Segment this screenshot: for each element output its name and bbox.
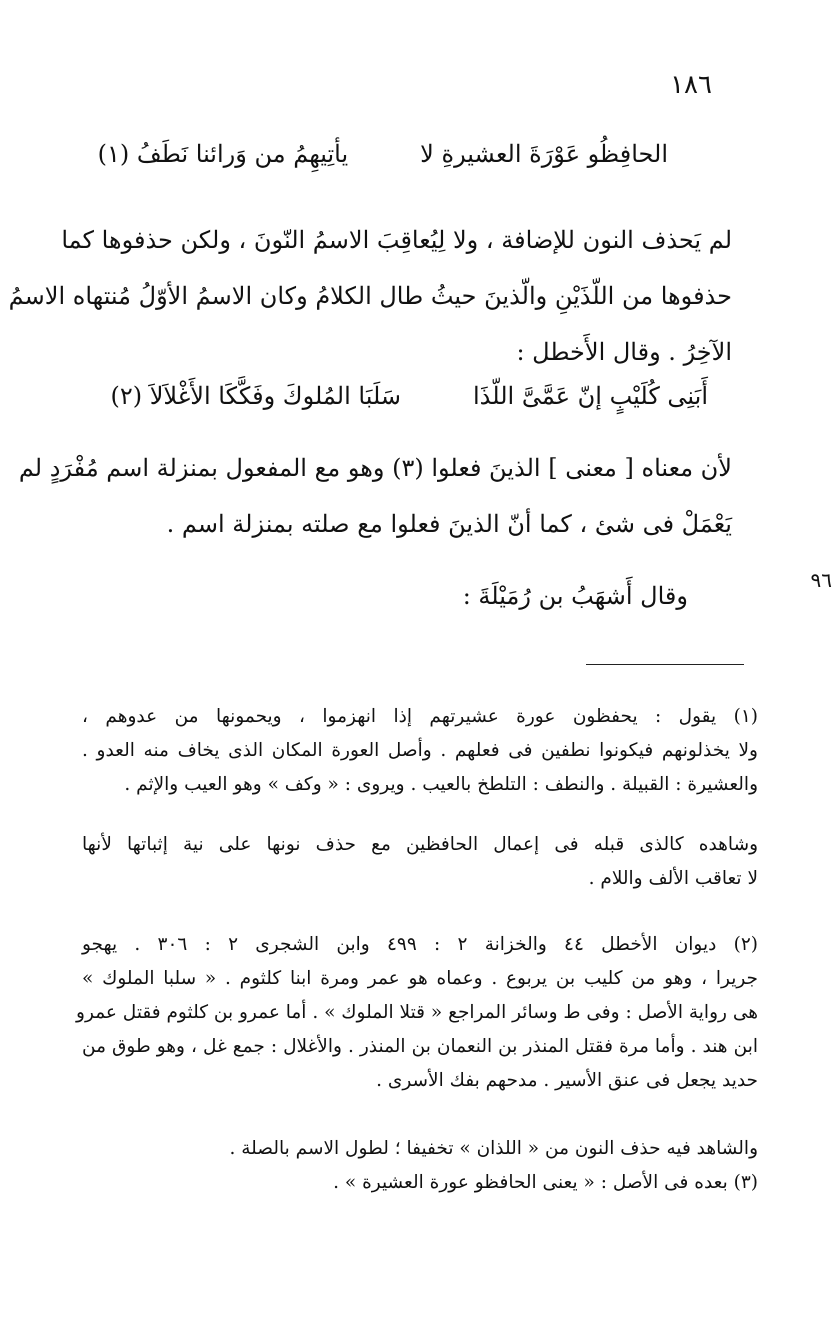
- verse-2-second-hemistich: سَلَبَا المُلوكَ وفَكَّكَا الأَغْلاَلاَ (٢): [110, 382, 402, 410]
- footnote-separator: [586, 664, 744, 665]
- footnote-line: لا تعاقب الألف واللام .: [588, 868, 758, 889]
- verse-2-first-hemistich: أَبَنِى كُلَيْبٍ إنّ عَمَّىَّ اللّذَا: [473, 382, 708, 410]
- verse-1-second-hemistich: يأتِيهِمُ من وَرائنا نَطَفُ (١): [97, 140, 349, 168]
- footnote-2-commentary-and-footnote-3: [82, 1132, 758, 1200]
- paragraph-line: يَعْمَلْ فى شئ ، كما أنّ الذينَ فعلوا مع صلته بمنزلة اسم .: [166, 510, 732, 538]
- verse-1-first-hemistich: الحافِظُو عَوْرَةَ العشيرةِ لا: [420, 140, 668, 168]
- footnote-1: [82, 700, 758, 802]
- footnote-line: ولا يخذلونهم فيكونوا نطفين فى فعلهم . وأصل العورة المكان الذى يخاف منه العدو .: [82, 740, 758, 761]
- paragraph-2: [18, 440, 732, 552]
- footnote-line: والعشيرة : القبيلة . والنطف : التلطخ بالعيب . ويروى : « وكف » وهو العيب والإثم .: [124, 774, 758, 795]
- footnote-line: وشاهده كالذى قبله فى إعمال الحافظين مع حذف نونها على نية إثباتها لأنها: [82, 834, 758, 855]
- footnote-line: (١) يقول : يحفظون عورة عشيرتهم إذا انهزموا ، ويحمونها من عدوهم ،: [82, 706, 758, 727]
- paragraph-line: الآخِرُ . وقال الأَخطل :: [516, 338, 732, 366]
- page-number: ١٨٦: [670, 70, 712, 100]
- paragraph-line: لم يَحذف النون للإضافة ، ولا لِيُعاقِبَ الاسمُ النّونَ ، ولكن حذفوها كما: [61, 226, 732, 254]
- paragraph-line: حذفوها من اللّذَيْنِ والّذينَ حيثُ طال الكلامُ وكان الاسمُ الأوّلُ مُنتهاه الاسمُ: [8, 282, 732, 310]
- footnote-line: ابن هند . وأما مرة فقتل المنذر بن النعمان بن المنذر . والأغلال : جمع غل ، وهو طوق من: [82, 1036, 758, 1057]
- footnote-line: هى رواية الأصل : وفى ط وسائر المراجع « قتلا الملوك » . أما عمرو بن كلثوم فقتل عمرو: [76, 1002, 758, 1023]
- paragraph-line: وقال أَشهَبُ بن رُمَيْلَةَ :: [462, 582, 688, 610]
- verse-2: [110, 382, 708, 410]
- footnote-2: [76, 928, 758, 1098]
- footnote-line: والشاهد فيه حذف النون من « اللذان » تخفيفا ؛ لطول الاسم بالصلة .: [229, 1138, 758, 1159]
- paragraph-3: [88, 568, 688, 624]
- paragraph-1: [8, 212, 732, 380]
- footnote-3-line: (٣) بعده فى الأصل : « يعنى الحافظو عورة العشيرة » .: [333, 1172, 758, 1193]
- margin-page-number: ٩٦: [810, 568, 832, 592]
- verse-1: [98, 140, 668, 168]
- paragraph-line: لأن معناه [ معنى ] الذينَ فعلوا (٣) وهو مع المفعول بمنزلة اسم مُفْرَدٍ لم: [18, 454, 732, 482]
- footnote-line: (٢) ديوان الأخطل ٤٤ والخزانة ٢ : ٤٩٩ وابن الشجرى ٢ : ٣٠٦ . يهجو: [82, 934, 758, 955]
- footnote-line: جريرا ، وهو من كليب بن يربوع . وعماه هو عمر ومرة ابنا كلثوم . « سلبا الملوك »: [82, 968, 758, 989]
- footnote-1-commentary: [82, 828, 758, 896]
- footnote-line: حديد يجعل فى عنق الأسير . مدحهم بفك الأسرى .: [376, 1070, 758, 1091]
